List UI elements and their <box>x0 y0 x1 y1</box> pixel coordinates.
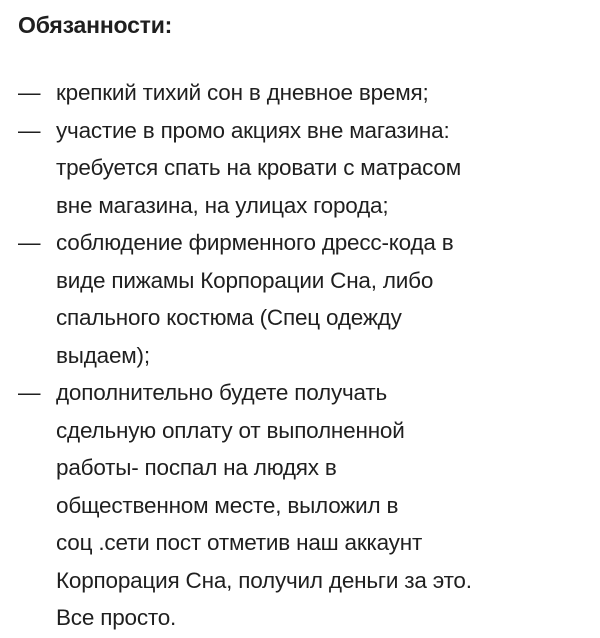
text-line: виде пижамы Корпорации Сна, либо <box>56 267 434 293</box>
text-line: требуется спать на кровати с матрасом <box>56 155 462 180</box>
text-line: Корпорация Сна, получил деньги за это. <box>56 567 472 593</box>
text-line: соц .сети пост отметив наш аккаунт <box>56 530 423 555</box>
text-line: дополнительно будете получать <box>56 380 387 405</box>
list-item <box>18 112 582 225</box>
list-item <box>18 74 582 112</box>
text-line: общественном месте, выложил в <box>56 492 399 518</box>
list-dash: — <box>18 380 41 405</box>
list-item-text <box>56 112 582 225</box>
text-line: работы- поспал на людях в <box>56 455 337 480</box>
duties-list <box>18 74 582 637</box>
list-dash: — <box>18 230 41 255</box>
text-line: соблюдение фирменного дресс-кода в <box>56 230 454 255</box>
text-line: участие в промо акциях вне магазина: <box>56 117 450 143</box>
list-item-text <box>56 224 582 374</box>
list-item-text <box>56 74 582 112</box>
text-line: крепкий тихий сон в дневное время; <box>56 80 429 105</box>
text-line: спального костюма (Спец одежду <box>56 305 402 330</box>
text-line: выдаем); <box>56 342 150 368</box>
text-line: сдельную оплату от выполненной <box>56 417 405 443</box>
list-item <box>18 374 582 637</box>
text-line: вне магазина, на улицах города; <box>56 192 389 218</box>
text-line: Все просто. <box>56 605 177 630</box>
list-dash: — <box>18 117 41 143</box>
list-item-text <box>56 374 582 637</box>
list-dash: — <box>18 80 41 105</box>
list-item <box>18 224 582 374</box>
duties-heading: Обязанности: <box>18 12 173 38</box>
